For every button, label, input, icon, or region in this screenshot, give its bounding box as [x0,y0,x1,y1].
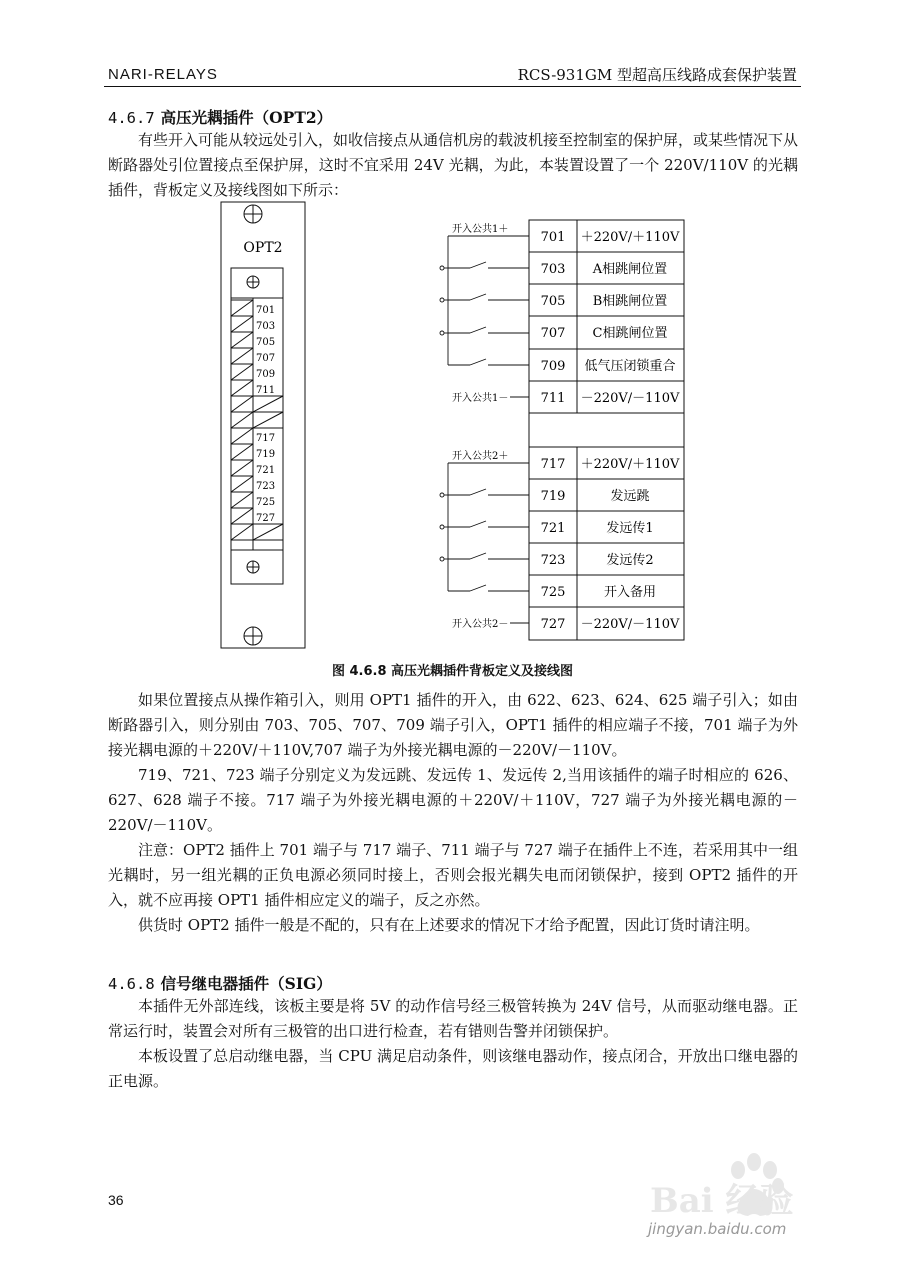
table-num: 711 [540,391,566,406]
paragraph: 如果位置接点从操作箱引入，则用 OPT1 插件的开入，由 622、623、624、625 端子引入；如由断路器引入，则分别由 703、705、707、709 端子引入，OPT1 插件的相应端子不接，701 端子为外接光耦电源的＋220V/＋110V,707 端子为外接光耦电源的－220V/－110V。 [108,691,798,759]
section-title-sig [108,972,332,994]
table-num: 701 [540,230,566,245]
table-desc: ＋220V/＋110V [580,457,680,472]
table-desc: 发远传2 [606,553,654,568]
figure-caption: 图 4.6.8 高压光耦插件背板定义及接线图 [331,664,574,679]
watermark-brand: Bai 经验 [650,1181,794,1221]
terminal-table-text [541,230,680,632]
table-num: 719 [540,489,566,504]
intro-text: 有些开入可能从较远处引入，如收信接点从通信机房的载波机接至控制室的保护屏，或某些情况下从断路器处引位置接点至保护屏，这时不宜采用 24V 光耦，为此，本装置设置了一个 220V/110V 的光耦插件，背板定义及接线图如下所示： [108,131,799,199]
table-desc: 发远跳 [610,489,650,504]
section-number: 4.6.8 [108,975,155,993]
section-title-text: 信号继电器插件（SIG） [160,974,332,993]
section-number: 4.6.7 [108,109,155,127]
board-terminal-721: 721 [256,465,276,476]
common1-minus-label: 开入公共1－ [452,393,509,404]
section-title-text: 高压光耦插件（OPT2） [160,108,333,127]
board-terminal-727: 727 [256,513,276,524]
common1-plus-label: 开入公共1＋ [452,224,509,235]
table-desc: 开入备用 [603,585,657,600]
wiring-diagram [440,236,529,623]
table-num: 703 [540,262,566,277]
board-terminal-709: 709 [256,369,276,380]
paragraph: 本板设置了总启动继电器，当 CPU 满足启动条件，则该继电器动作，接点闭合，开放出口继电器的正电源。 [108,1047,798,1090]
table-desc: 低气压闭锁重合 [584,359,676,374]
board-terminal-725: 725 [256,497,276,508]
common2-minus-label: 开入公共2－ [452,619,509,630]
body-paragraphs [108,688,798,938]
board-label: OPT2 [243,240,283,256]
table-num: 727 [540,617,566,632]
paragraph: 注意：OPT2 插件上 701 端子与 717 端子、711 端子与 727 端子在插件上不连，若采用其中一组光耦时，另一组光耦的正负电源必须同时接上，否则会报光耦失电而闭锁保护，接到 OPT2 插件的开入，就不应再接 OPT1 插件相应定义的端子，反之亦然。 [108,841,798,909]
table-num: 709 [540,359,566,374]
sig-paragraphs [108,994,798,1094]
header-left: NARI-RELAYS [108,66,218,83]
table-num: 705 [540,294,566,309]
table-num: 707 [540,326,566,341]
common2-plus-label: 开入公共2＋ [452,451,509,462]
board-terminal-707: 707 [256,353,276,364]
board-terminal-711: 711 [256,385,276,396]
watermark-url: jingyan.baidu.com [648,1220,787,1238]
table-desc: A相跳闸位置 [592,262,668,277]
paragraph: 供货时 OPT2 插件一般是不配的，只有在上述要求的情况下才给予配置，因此订货时请注明。 [138,916,760,934]
table-desc: ＋220V/＋110V [580,230,680,245]
table-desc: C相跳闸位置 [592,326,668,341]
table-desc: －220V/－110V [580,617,680,632]
paragraph: 719、721、723 端子分别定义为发远跳、发远传 1、发远传 2,当用该插件的端子时相应的 626、627、628 端子不接。717 端子为外接光耦电源的＋220V/＋110V，727 端子为外接光耦电源的－220V/－110V。 [108,766,798,834]
board-terminal-labels [256,305,275,524]
paragraph: 本插件无外部连线，该板主要是将 5V 的动作信号经三极管转换为 24V 信号，从而驱动继电器。正常运行时，装置会对所有三极管的出口进行检查，若有错则告警并闭锁保护。 [108,997,798,1040]
page-number: 36 [108,1192,124,1208]
board-terminal-703: 703 [256,321,276,332]
board-terminal-717: 717 [256,433,276,444]
table-desc: B相跳闸位置 [592,294,668,309]
table-num: 721 [540,521,566,536]
terminal-table [529,220,684,640]
common-labels [452,222,508,630]
board-terminal-705: 705 [256,337,276,348]
board-terminal-723: 723 [256,481,276,492]
table-num: 725 [540,585,566,600]
header-right: RCS-931GM 型超高压线路成套保护装置 [517,66,797,84]
table-desc: 发远传1 [606,521,654,536]
opt2-board [221,202,305,648]
table-num: 723 [540,553,566,568]
board-terminal-701: 701 [256,305,276,316]
board-terminal-719: 719 [256,449,276,460]
table-num: 717 [540,457,566,472]
table-desc: －220V/－110V [580,391,680,406]
